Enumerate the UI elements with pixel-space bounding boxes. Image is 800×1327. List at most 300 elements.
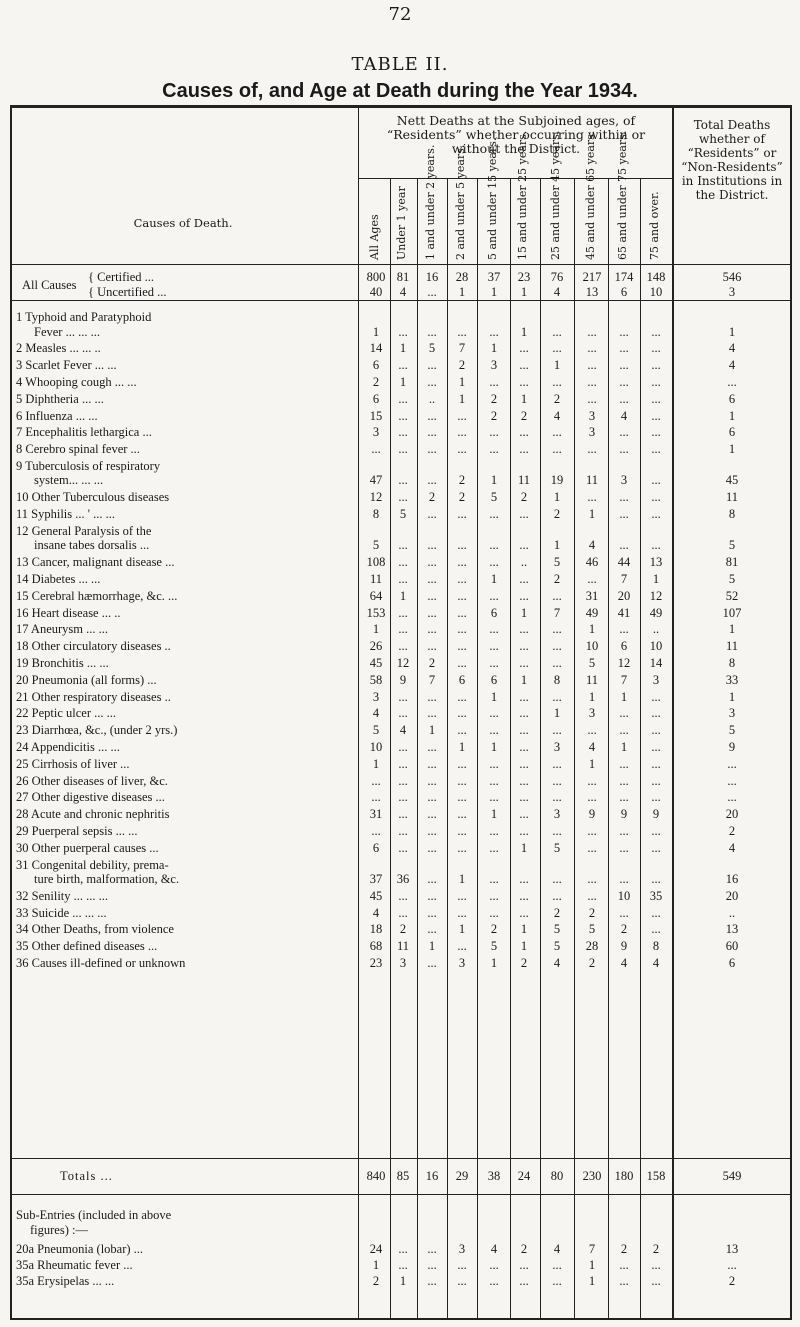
header-bottom-rule xyxy=(10,264,792,265)
uncertified-cell: ... xyxy=(427,285,437,299)
row-cell: 6 xyxy=(728,956,736,970)
row-cell: ... xyxy=(398,773,408,788)
row-cell: 7 xyxy=(553,605,561,620)
sub-entry-cell: 7 xyxy=(588,1242,596,1256)
row-cell: 36 xyxy=(396,872,410,886)
row-cell: ... xyxy=(489,756,499,771)
row-cell: 1 xyxy=(458,391,466,406)
row-cell: 4 xyxy=(728,840,736,855)
row-cell: 2 xyxy=(520,490,528,505)
row-cell: 4 xyxy=(372,905,380,920)
row-cell: ... xyxy=(489,622,499,637)
row-cell: ... xyxy=(552,374,562,389)
row-cell: 45 xyxy=(369,888,383,903)
row-cell: ... xyxy=(398,622,408,637)
row-cell: ... xyxy=(489,773,499,788)
row-cell: ... xyxy=(398,840,408,855)
row-cell: 3 xyxy=(372,689,380,704)
sub-entry-label: 20a Pneumonia (lobar) ... xyxy=(16,1242,144,1256)
row-cell: ... xyxy=(519,538,529,553)
row-cell: ... xyxy=(427,773,437,788)
row-cell: 4 xyxy=(728,358,736,373)
row-cell: ... xyxy=(427,872,437,886)
row-cell: ... xyxy=(398,605,408,620)
row-cell: 6 xyxy=(490,605,498,620)
row-cell: 1 xyxy=(553,706,561,721)
totals-cell: 158 xyxy=(646,1169,666,1183)
row-cell: ... xyxy=(651,408,661,423)
row-cell: 5 xyxy=(588,922,596,937)
row-cell: ... xyxy=(457,588,467,603)
row-cell: 20 xyxy=(725,807,739,822)
row-cell: ... xyxy=(457,507,467,521)
row-cell: ... xyxy=(651,425,661,440)
row-cell: 5 xyxy=(553,840,561,855)
page-number: 72 xyxy=(388,4,412,25)
row-cell: ... xyxy=(489,823,499,838)
table-left-border xyxy=(10,105,12,1320)
row-cell: ... xyxy=(519,639,529,654)
row-cell: ... xyxy=(457,756,467,771)
row-cell: ... xyxy=(427,588,437,603)
row-cell: ... xyxy=(489,538,499,553)
row-cell: 10 xyxy=(617,888,631,903)
row-cell: 6 xyxy=(728,391,736,406)
sub-entry-cell: ... xyxy=(552,1258,562,1272)
row-cell: 7 xyxy=(620,672,628,687)
row-cell: ... xyxy=(427,571,437,586)
row-cell: ... xyxy=(519,739,529,754)
totals-cell: 180 xyxy=(614,1169,634,1183)
row-cell: 3 xyxy=(588,425,596,440)
row-cell: 1 xyxy=(728,622,736,637)
row-cell: ... xyxy=(651,790,661,805)
row-cell: 2 xyxy=(588,905,596,920)
certified-cell: 76 xyxy=(550,270,564,284)
row-cell: ... xyxy=(427,639,437,654)
row-cell: 11 xyxy=(585,473,599,488)
row-cell: ... xyxy=(619,872,629,886)
row-cell: ... xyxy=(619,538,629,553)
row-cell: 1 xyxy=(588,689,596,704)
row-cell: 64 xyxy=(369,588,383,603)
table-top-rule xyxy=(10,105,792,108)
cause-label: 19 Bronchitis ... ... xyxy=(16,655,109,670)
row-cell: 13 xyxy=(725,922,739,937)
row-cell: 1 xyxy=(372,756,380,771)
row-cell: ... xyxy=(371,773,381,788)
row-cell: 7 xyxy=(458,341,466,356)
totals-cell: 549 xyxy=(722,1169,742,1183)
row-cell: ... xyxy=(519,622,529,637)
row-cell: ... xyxy=(427,408,437,423)
row-cell: 11 xyxy=(725,639,739,654)
row-cell: 45 xyxy=(369,655,383,670)
cause-label: 33 Suicide ... ... ... xyxy=(16,905,107,920)
sub-entry-cell: 1 xyxy=(399,1274,407,1288)
row-cell: 3 xyxy=(458,956,466,970)
row-cell: ... xyxy=(552,588,562,603)
sub-entry-cell: ... xyxy=(651,1274,661,1288)
cause-label: 36 Causes ill-defined or unknown xyxy=(16,956,186,970)
sub-entry-cell: 1 xyxy=(588,1258,596,1272)
row-cell: ... xyxy=(489,442,499,457)
cause-label: 3 Scarlet Fever ... ... xyxy=(16,358,117,373)
row-cell: 11 xyxy=(517,473,531,488)
row-cell: ... xyxy=(619,622,629,637)
row-cell: 52 xyxy=(725,588,739,603)
row-cell: 26 xyxy=(369,639,383,654)
total-deaths-header: Total Deaths whether of “Residents” or “Non-Residents” in Institutions in the District. xyxy=(681,118,783,202)
row-cell: ... xyxy=(519,689,529,704)
sub-entry-cell: ... xyxy=(489,1274,499,1288)
row-cell: .. xyxy=(520,555,528,570)
row-cell: 5 xyxy=(728,538,736,553)
row-cell: ... xyxy=(519,723,529,738)
row-cell: ... xyxy=(489,706,499,721)
row-cell: 3 xyxy=(588,706,596,721)
row-cell: 1 xyxy=(399,588,407,603)
row-cell: ... xyxy=(552,639,562,654)
row-cell: 1 xyxy=(399,374,407,389)
age-group-header: 15 and under 25 years. xyxy=(516,130,529,260)
uncertified-cell: 10 xyxy=(649,285,663,299)
totals-bottom-rule xyxy=(10,1194,792,1195)
row-cell: ... xyxy=(398,639,408,654)
row-cell: 4 xyxy=(620,408,628,423)
cause-label: 11 Syphilis ... ' ... ... xyxy=(16,507,116,521)
cause-label: 12 General Paralysis of the xyxy=(16,523,152,538)
column-rule xyxy=(358,105,359,1320)
row-cell: 1 xyxy=(620,739,628,754)
row-cell: 47 xyxy=(369,473,383,488)
age-group-header: Under 1 year xyxy=(395,186,408,260)
row-cell: 49 xyxy=(585,605,599,620)
total-column-rule xyxy=(672,105,674,1320)
cause-label: 26 Other diseases of liver, &c. xyxy=(16,773,168,788)
row-cell: ... xyxy=(457,538,467,553)
sub-entry-cell: ... xyxy=(457,1258,467,1272)
certified-cell: 800 xyxy=(366,270,386,284)
row-cell: ... xyxy=(651,739,661,754)
row-cell: 5 xyxy=(553,555,561,570)
row-cell: 41 xyxy=(617,605,631,620)
row-cell: 2 xyxy=(553,391,561,406)
row-cell: 6 xyxy=(490,672,498,687)
sub-entry-cell: 2 xyxy=(372,1274,380,1288)
uncertified-cell: 4 xyxy=(553,285,561,299)
row-cell: ... xyxy=(651,706,661,721)
row-cell: 6 xyxy=(728,425,736,440)
row-cell: 2 xyxy=(372,374,380,389)
cause-label: 2 Measles ... ... .. xyxy=(16,341,101,356)
row-cell: ... xyxy=(398,490,408,505)
cause-label: 21 Other respiratory diseases .. xyxy=(16,689,171,704)
row-cell: 1 xyxy=(728,442,736,457)
row-cell: ... xyxy=(619,905,629,920)
row-cell: 1 xyxy=(490,473,498,488)
row-cell: ... xyxy=(587,358,597,373)
row-cell: 1 xyxy=(520,391,528,406)
row-cell: 12 xyxy=(396,655,410,670)
row-cell: 31 xyxy=(585,588,599,603)
row-cell: 3 xyxy=(728,706,736,721)
row-cell: 14 xyxy=(369,341,383,356)
certified-cell: 217 xyxy=(582,270,602,284)
sub-entry-cell: 1 xyxy=(372,1258,380,1272)
row-cell: 11 xyxy=(369,571,383,586)
cause-label: 9 Tuberculosis of respiratory xyxy=(16,458,161,473)
row-cell: 2 xyxy=(490,408,498,423)
allcauses-bottom-rule xyxy=(10,300,792,301)
cause-label: 4 Whooping cough ... ... xyxy=(16,374,137,389)
row-cell: ... xyxy=(519,341,529,356)
row-cell: 7 xyxy=(428,672,436,687)
row-cell: 1 xyxy=(520,605,528,620)
row-cell: 1 xyxy=(399,341,407,356)
age-group-header: All Ages xyxy=(368,214,381,260)
row-cell: 6 xyxy=(620,639,628,654)
row-cell: ... xyxy=(489,639,499,654)
row-cell: ... xyxy=(587,571,597,586)
row-cell: ... xyxy=(619,773,629,788)
row-cell: ... xyxy=(457,905,467,920)
cause-label: 22 Peptic ulcer ... ... xyxy=(16,706,116,721)
row-cell: ... xyxy=(398,324,408,339)
row-cell: ... xyxy=(619,756,629,771)
certified-cell: 81 xyxy=(396,270,410,284)
cause-label: 13 Cancer, malignant disease ... xyxy=(16,555,175,570)
row-cell: ... xyxy=(619,507,629,521)
cause-label: 24 Appendicitis ... ... xyxy=(16,739,120,754)
table-title: TABLE II. xyxy=(351,54,449,75)
row-cell: 3 xyxy=(490,358,498,373)
row-cell: ... xyxy=(552,790,562,805)
row-cell: ... xyxy=(489,840,499,855)
row-cell: 5 xyxy=(372,538,380,553)
row-cell: ... xyxy=(371,442,381,457)
row-cell: ... xyxy=(651,358,661,373)
row-cell: ... xyxy=(427,689,437,704)
sub-entry-cell: 1 xyxy=(588,1274,596,1288)
row-cell: ... xyxy=(457,689,467,704)
totals-cell: 80 xyxy=(550,1169,564,1183)
row-cell: 28 xyxy=(585,939,599,954)
row-cell: ... xyxy=(427,507,437,521)
sub-entry-cell: ... xyxy=(457,1274,467,1288)
row-cell: ... xyxy=(457,655,467,670)
row-cell: ... xyxy=(651,341,661,356)
row-cell: 153 xyxy=(366,605,386,620)
row-cell: 1 xyxy=(490,956,498,970)
sub-entry-cell: 4 xyxy=(490,1242,498,1256)
row-cell: 1 xyxy=(490,739,498,754)
row-cell: 1 xyxy=(588,756,596,771)
row-cell: 107 xyxy=(722,605,742,620)
row-cell: 4 xyxy=(553,956,561,970)
row-cell: ... xyxy=(457,790,467,805)
row-cell: 9 xyxy=(652,807,660,822)
sub-entry-label: 35a Erysipelas ... ... xyxy=(16,1274,115,1288)
row-cell: ... xyxy=(587,341,597,356)
row-cell: ... xyxy=(427,807,437,822)
row-cell: ... xyxy=(427,324,437,339)
row-cell: ... xyxy=(519,823,529,838)
row-cell: 6 xyxy=(372,840,380,855)
row-cell: ... xyxy=(619,490,629,505)
table-right-border xyxy=(790,105,792,1320)
sub-entry-cell: ... xyxy=(398,1242,408,1256)
cause-label: 10 Other Tuberculous diseases xyxy=(16,490,170,505)
row-cell: ... xyxy=(552,622,562,637)
row-cell: ... xyxy=(651,723,661,738)
sub-entry-cell: ... xyxy=(427,1242,437,1256)
cause-label: 34 Other Deaths, from violence xyxy=(16,922,174,937)
row-cell: 6 xyxy=(372,358,380,373)
cause-label: 20 Pneumonia (all forms) ... xyxy=(16,672,157,687)
row-cell: 8 xyxy=(553,672,561,687)
totals-cell: 85 xyxy=(396,1169,410,1183)
row-cell: ... xyxy=(519,790,529,805)
row-cell: ... xyxy=(587,872,597,886)
cause-label: 15 Cerebral hæmorrhage, &c. ... xyxy=(16,588,178,603)
row-cell: ... xyxy=(619,706,629,721)
sub-entry-cell: ... xyxy=(427,1274,437,1288)
cause-label: 17 Aneurysm ... ... xyxy=(16,622,109,637)
row-cell: ... xyxy=(651,538,661,553)
sub-entry-cell: ... xyxy=(519,1258,529,1272)
age-group-header: 45 and under 65 years. xyxy=(584,130,597,260)
row-cell: ... xyxy=(489,555,499,570)
row-cell: ... xyxy=(552,823,562,838)
row-cell: ... xyxy=(552,324,562,339)
row-cell: 1 xyxy=(458,739,466,754)
row-cell: 4 xyxy=(588,739,596,754)
sub-entry-cell: ... xyxy=(727,1258,737,1272)
nett-deaths-header: Nett Deaths at the Subjoined ages, of “Residents” whether occurring within or without the District. xyxy=(386,113,646,156)
row-cell: ... xyxy=(427,706,437,721)
row-cell: 4 xyxy=(652,956,660,970)
row-cell: ... xyxy=(457,939,467,954)
cause-label: 35 Other defined diseases ... xyxy=(16,939,158,954)
row-cell: 2 xyxy=(620,922,628,937)
cause-label: 29 Puerperal sepsis ... ... xyxy=(16,823,138,838)
row-cell: ... xyxy=(619,391,629,406)
cause-label: 16 Heart disease ... .. xyxy=(16,605,121,620)
row-cell: ... xyxy=(457,324,467,339)
row-cell: ... xyxy=(398,790,408,805)
row-cell: ... xyxy=(457,823,467,838)
totals-cell: 24 xyxy=(517,1169,531,1183)
row-cell: ... xyxy=(651,756,661,771)
row-cell: ... xyxy=(619,425,629,440)
row-cell: 2 xyxy=(520,408,528,423)
row-cell: ... xyxy=(587,773,597,788)
row-cell: ... xyxy=(519,655,529,670)
row-cell: ... xyxy=(651,490,661,505)
row-cell: ... xyxy=(457,723,467,738)
totals-cell: 38 xyxy=(487,1169,501,1183)
sub-entry-cell: ... xyxy=(398,1258,408,1272)
row-cell: ... xyxy=(427,442,437,457)
row-cell: ... xyxy=(457,773,467,788)
row-cell: ... xyxy=(457,840,467,855)
row-cell: 1 xyxy=(520,922,528,937)
row-cell: ... xyxy=(619,358,629,373)
row-cell: ... xyxy=(519,756,529,771)
row-cell: 35 xyxy=(649,888,663,903)
row-cell: 3 xyxy=(372,425,380,440)
row-cell: .. xyxy=(728,905,736,920)
row-cell: 31 xyxy=(369,807,383,822)
row-cell: ... xyxy=(552,655,562,670)
row-cell: ... xyxy=(427,622,437,637)
row-cell: 108 xyxy=(366,555,386,570)
row-cell: 4 xyxy=(728,341,736,356)
cause-label: 1 Typhoid and Paratyphoid xyxy=(16,310,152,324)
row-cell: 6 xyxy=(372,391,380,406)
row-cell: ... xyxy=(587,391,597,406)
row-cell: 1 xyxy=(490,571,498,586)
row-cell: 1 xyxy=(520,939,528,954)
row-cell: 1 xyxy=(490,341,498,356)
row-cell: ... xyxy=(519,888,529,903)
totals-label: Totals ... xyxy=(60,1169,113,1183)
row-cell: ... xyxy=(427,840,437,855)
row-cell: 2 xyxy=(490,922,498,937)
certified-cell: 546 xyxy=(722,270,742,284)
row-cell: ... xyxy=(427,756,437,771)
row-cell: ... xyxy=(519,588,529,603)
row-cell: ... xyxy=(398,823,408,838)
age-group-header: 1 and under 2 years. xyxy=(424,144,437,260)
certified-cell: 28 xyxy=(455,270,469,284)
row-cell: ... xyxy=(489,790,499,805)
row-cell: 1 xyxy=(458,872,466,886)
row-cell: ... xyxy=(427,374,437,389)
row-cell: ... xyxy=(651,374,661,389)
row-cell: .. xyxy=(428,391,436,406)
cause-label: 6 Influenza ... ... xyxy=(16,408,98,423)
row-cell: 1 xyxy=(428,939,436,954)
row-cell: ... xyxy=(427,956,437,970)
row-cell: 20 xyxy=(725,888,739,903)
row-cell: ... xyxy=(519,425,529,440)
row-cell: ... xyxy=(651,773,661,788)
row-cell: 33 xyxy=(725,672,739,687)
row-cell: 10 xyxy=(585,639,599,654)
row-cell: 12 xyxy=(617,655,631,670)
row-cell: ... xyxy=(519,442,529,457)
uncertified-cell: 1 xyxy=(520,285,528,299)
row-cell: ... xyxy=(619,324,629,339)
row-cell: ... xyxy=(519,358,529,373)
sub-entry-cell: 2 xyxy=(520,1242,528,1256)
row-cell: 5 xyxy=(553,922,561,937)
row-cell: 1 xyxy=(620,689,628,704)
row-cell: ... xyxy=(489,905,499,920)
row-cell: ... xyxy=(457,571,467,586)
row-cell: 13 xyxy=(649,555,663,570)
row-cell: 1 xyxy=(520,840,528,855)
cause-label: 5 Diphtheria ... ... xyxy=(16,391,104,406)
table-subtitle: Causes of, and Age at Death during the Year 1934. xyxy=(162,80,638,102)
sub-entry-cell: ... xyxy=(619,1258,629,1272)
row-cell: ... xyxy=(398,739,408,754)
row-cell: ... xyxy=(619,840,629,855)
column-rule xyxy=(574,178,575,1320)
row-cell: ... xyxy=(552,689,562,704)
